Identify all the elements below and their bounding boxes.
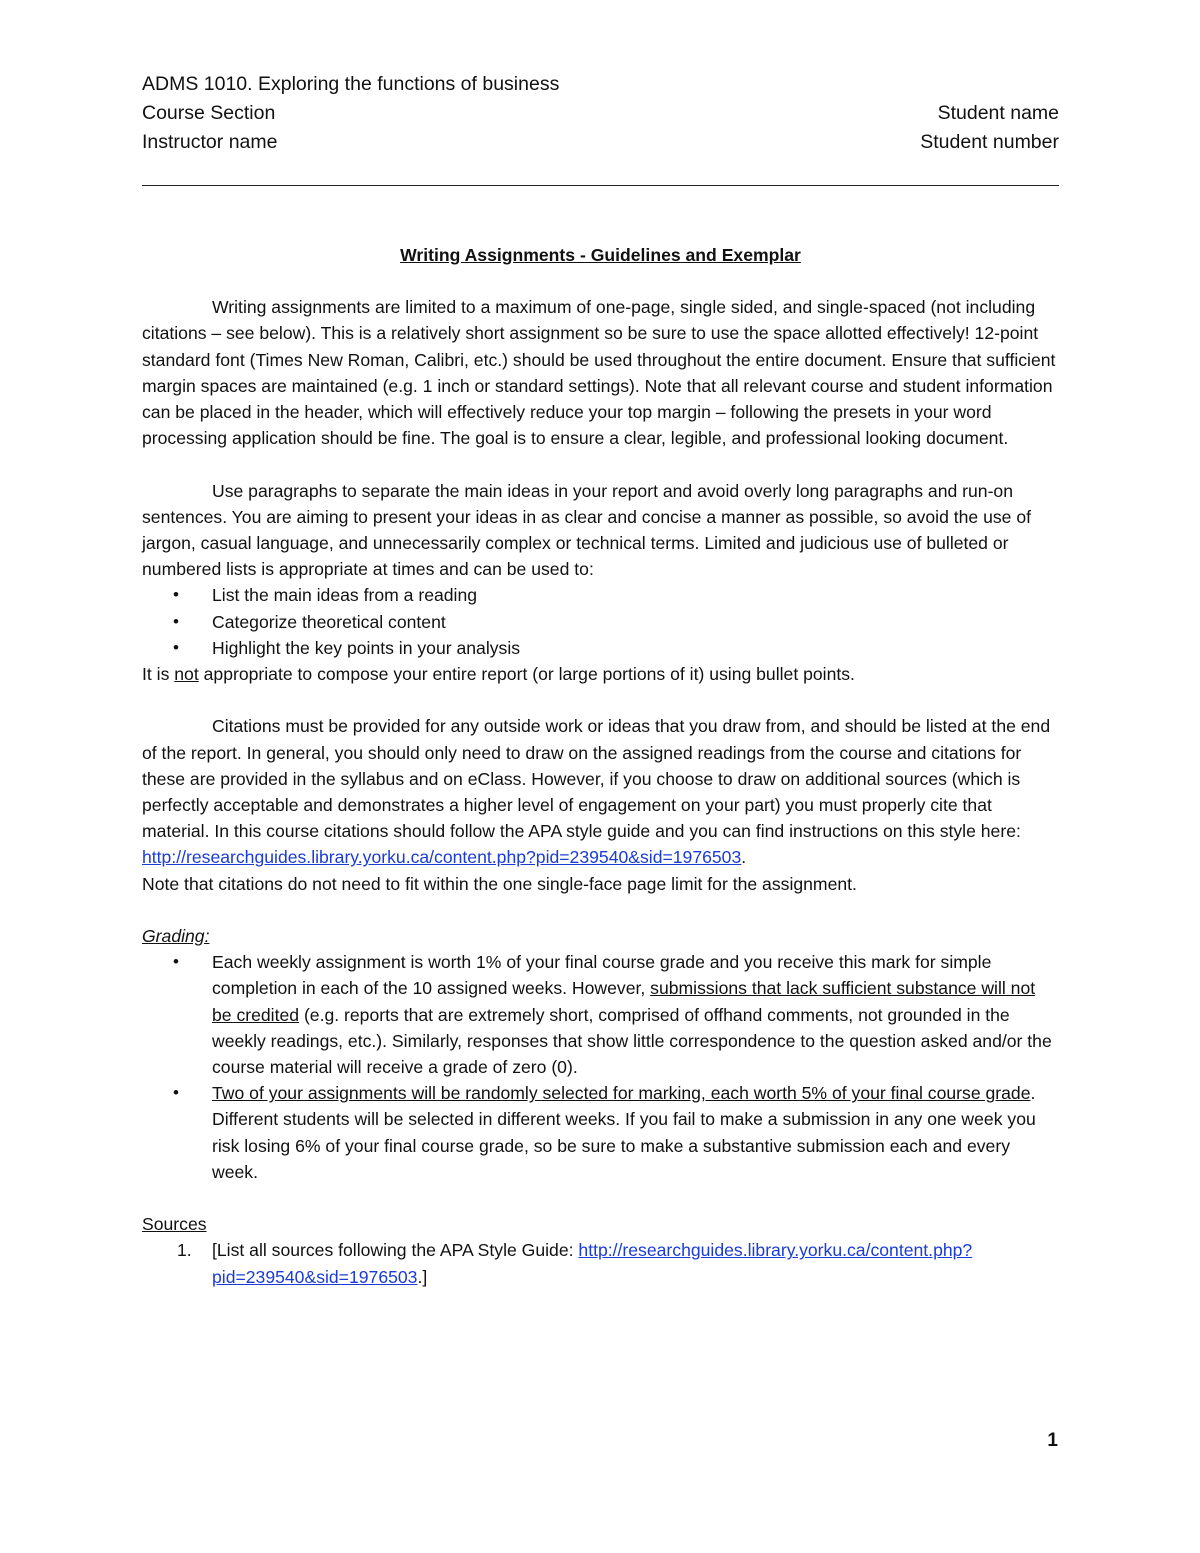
list-item: • Highlight the key points in your analysis: [142, 635, 1059, 661]
bullet-icon: •: [173, 1083, 179, 1103]
apa-guide-link[interactable]: http://researchguides.library.yorku.ca/content.php?pid=239540&sid=1976503: [142, 847, 742, 868]
student-number: Student number: [920, 131, 1059, 153]
paragraph-gap: [142, 1185, 1059, 1211]
paragraph-style: Use paragraphs to separate the main ideas in your report and avoid overly long paragraphs and run-on sentences. You are aiming to present your ideas in as clear and concise a manner as possible, so avoid the use of jargon, casual language, and unnecessarily complex or technical terms. Limited and judicious use of bulleted or numbered lists is appropriate at times and can be used to:: [142, 480, 1032, 580]
list-item: • Each weekly assignment is worth 1% of your final course grade and you receive this mark for simple completion in each of the 10 assigned weeks. However, submissions that lack sufficient substance will not be credited (e.g. reports that are extremely short, comprised of offhand comments, not grounded in the weekly readings, etc.). Similarly, responses that show little correspondence to the question asked and/or the course material will receive a grade of zero (0).: [142, 949, 1059, 1080]
list-item: • List the main ideas from a reading: [142, 582, 1059, 608]
sources-apa-link[interactable]: http://researchguides.library.yorku.ca/content.php?pid=239540&sid=1976503: [212, 1240, 973, 1287]
apa-link-line: http://researchguides.library.yorku.ca/content.php?pid=239540&sid=1976503.: [142, 847, 747, 868]
document-title: Writing Assignments - Guidelines and Exemplar: [400, 245, 801, 265]
emphasis-not: not: [174, 664, 199, 685]
page-number: 1: [1047, 1430, 1058, 1451]
paragraph-citations: Citations must be provided for any outside work or ideas that you draw from, and should be listed at the end of the report. In general, you should only need to draw on the assigned readings from the course and citations for these are provided in the syllabus and on eClass. However, if you choose to draw on additional sources (which is perfectly acceptable and demonstrates a higher level of engagement on your part) you must properly cite that material. In this course citations should follow the APA style guide and you can find instructions on this style here:: [142, 716, 1051, 842]
list-item: • Categorize theoretical content: [142, 609, 1059, 635]
document-header: [142, 70, 1059, 157]
document-body: [142, 242, 1059, 1290]
header-row-1: [142, 70, 1059, 99]
paragraph-formatting: Writing assignments are limited to a maximum of one-page, single sided, and single-spaced (not including citations – see below). This is a relatively short assignment so be sure to use the space allotted effectively! 12-point standard font (Times New Roman, Calibri, etc.) should be used throughout the entire document. Ensure that sufficient margin spaces are maintained (e.g. 1 inch or standard settings). Note that all relevant course and student information can be placed in the header, which will effectively reduce your top margin – following the presets in your word processing application should be fine. The goal is to ensure a clear, legible, and professional looking document.: [142, 297, 1056, 449]
grading-list: [142, 949, 1059, 1185]
sources-heading: Sources: [142, 1214, 207, 1235]
grading-underlined-text: submissions that lack sufficient substance will not be credited: [212, 978, 1036, 1025]
paragraph-gap: [142, 897, 1059, 923]
list-item: 1. [List all sources following the APA Style Guide: http://researchguides.library.yorku.ca/content.php?pid=239540&sid=1976503.]: [142, 1237, 1059, 1289]
header-divider: [142, 185, 1059, 186]
bullet-warning: It is not appropriate to compose your entire report (or large portions of it) using bullet points.: [142, 664, 855, 685]
bullet-icon: •: [173, 637, 179, 657]
student-name: Student name: [937, 102, 1059, 124]
paragraph-gap: [142, 687, 1059, 713]
bullet-icon: •: [173, 585, 179, 605]
header-row-2: [142, 99, 1059, 128]
grading-heading: Grading:: [142, 926, 210, 947]
course-section: Course Section: [142, 102, 276, 124]
list-item: • Two of your assignments will be randomly selected for marking, each worth 5% of your final course grade. Different students will be selected in different weeks. If you fail to make a submission in any one week you risk losing 6% of your final course grade, so be sure to make a substantive submission each and every week.: [142, 1080, 1059, 1185]
source-number: 1.: [177, 1240, 192, 1261]
grading-underlined-text: Two of your assignments will be randomly selected for marking, each worth 5% of your final course grade: [212, 1083, 1031, 1104]
citations-note: Note that citations do not need to fit within the one single-face page limit for the assignment.: [142, 873, 857, 894]
header-row-3: [142, 128, 1059, 157]
bullet-list-uses: [142, 582, 1059, 661]
course-title: ADMS 1010. Exploring the functions of business: [142, 73, 560, 95]
instructor-name: Instructor name: [142, 131, 278, 153]
sources-list: [142, 1237, 1059, 1289]
bullet-icon: •: [173, 611, 179, 631]
bullet-icon: •: [173, 952, 179, 972]
paragraph-gap: [142, 451, 1059, 477]
